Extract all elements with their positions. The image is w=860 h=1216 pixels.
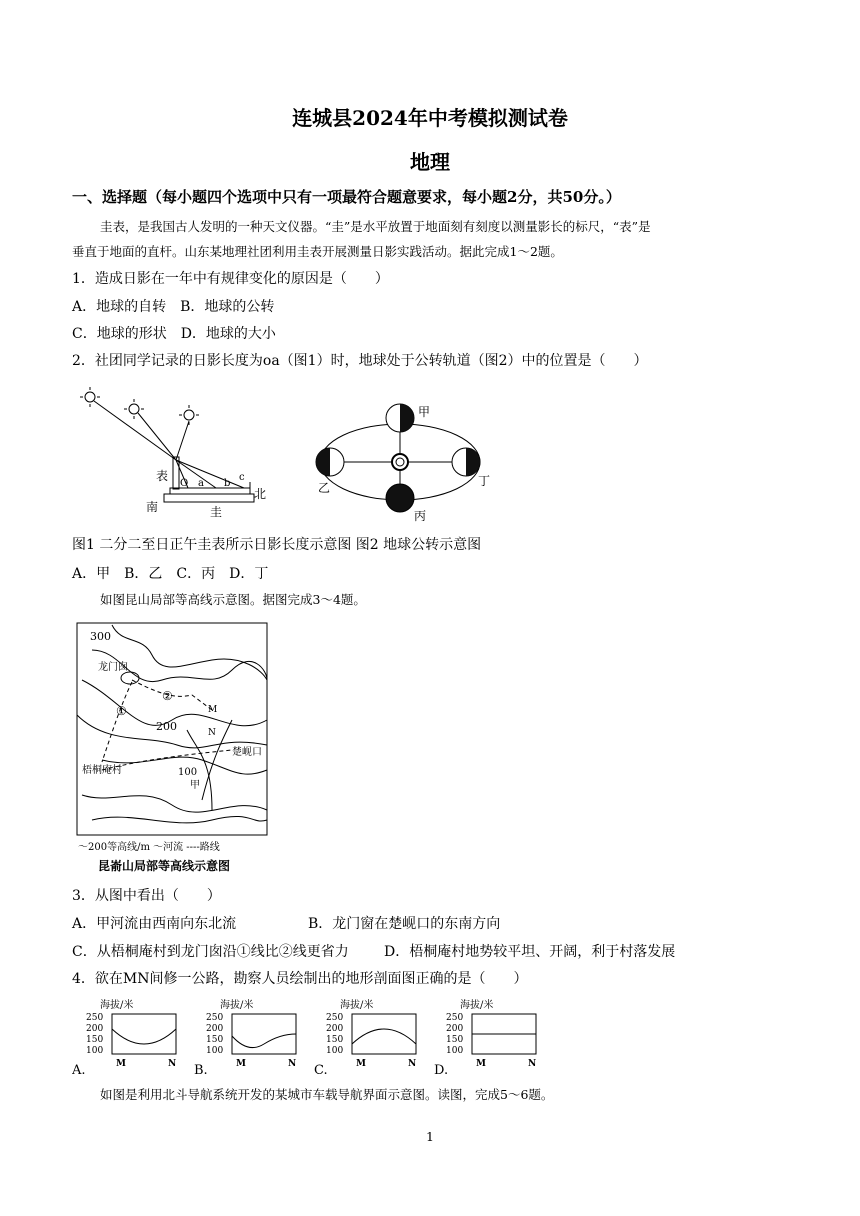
profile-curve	[232, 1034, 296, 1048]
profile-m: M	[356, 1059, 366, 1069]
label-c: c	[239, 472, 245, 483]
label-wutong: 梧桐庵村	[82, 765, 122, 776]
profile-ylabel: 海拔/米	[460, 1000, 494, 1011]
question-stem: 4．欲在MN间修一公路，勘察人员绘制出的地形剖面图正确的是（ ）	[72, 971, 528, 987]
profile-tick: 150	[206, 1035, 224, 1045]
profile-n: N	[168, 1059, 177, 1069]
label-north: 北	[254, 487, 267, 501]
profile-ylabel: 海拔/米	[220, 1000, 254, 1011]
label-chuxian: 楚岘口	[232, 747, 262, 758]
profile-tick: 150	[326, 1035, 344, 1045]
label-gui: 圭	[210, 505, 223, 519]
option-a: A．甲河流由西南向东北流	[72, 916, 237, 932]
profile-tick: 250	[206, 1013, 224, 1023]
label-longmen: 龙门囱	[98, 662, 128, 673]
profile-tick: 100	[326, 1046, 344, 1056]
profile-n: N	[408, 1059, 417, 1069]
profile-n: N	[288, 1059, 297, 1069]
option-line: C．地球的形状 D．地球的大小	[72, 326, 276, 342]
label-p1: ①	[116, 704, 127, 718]
profile-ylabel: 海拔/米	[100, 1000, 134, 1011]
profile-tick: 200	[86, 1024, 104, 1034]
question-stem: 2．社团同学记录的日影长度为oa（图1）时，地球处于公转轨道（图2）中的位置是（ ）	[72, 353, 648, 369]
profile-tick: 100	[86, 1046, 104, 1056]
label-300: 300	[90, 630, 111, 643]
label-a: a	[198, 478, 204, 489]
profile-tick: 200	[326, 1024, 344, 1034]
label-n: N	[208, 728, 216, 738]
page-number: 1	[426, 1129, 434, 1144]
label-ding: 丁	[478, 474, 491, 488]
profile-tick: 200	[446, 1024, 464, 1034]
profile-tick: 200	[206, 1024, 224, 1034]
profile-tick: 150	[86, 1035, 104, 1045]
map-caption: 昆嵛山局部等高线示意图	[98, 859, 231, 873]
label-jia: 甲	[418, 405, 431, 419]
label-p2: ②	[162, 689, 173, 703]
profile-tick: 100	[446, 1046, 464, 1056]
profile-tick: 150	[446, 1035, 464, 1045]
label-b: b	[224, 478, 231, 489]
profile-option-label: C.	[314, 1063, 328, 1078]
profile-m: M	[116, 1059, 126, 1069]
profile-n: N	[528, 1059, 537, 1069]
profile-option-label: D.	[434, 1063, 449, 1078]
label-m: M	[208, 705, 218, 715]
profile-m: M	[476, 1059, 486, 1069]
option-d: D．梧桐庵村地势较平坦、开阔，利于村落发展	[384, 944, 676, 960]
profile-tick: 250	[446, 1013, 464, 1023]
profile-option-label: A.	[72, 1063, 86, 1078]
section-heading: 一、选择题（每小题四个选项中只有一项最符合题意要求，每小题2分，共50分。）	[72, 188, 621, 206]
figure-captions: 图1 二分二至日正午圭表所示日影长度示意图 图2 地球公转示意图	[72, 537, 482, 553]
profile-tick: 250	[326, 1013, 344, 1023]
label-yi: 乙	[318, 481, 331, 495]
option-c: C．从梧桐庵村到龙门囱沿①线比②线更省力	[72, 944, 349, 960]
question-stem: 1．造成日影在一年中有规律变化的原因是（ ）	[72, 271, 389, 287]
option-b: B．龙门窗在楚岘口的东南方向	[308, 916, 501, 932]
label-jia-river: 甲	[190, 780, 200, 791]
orbit-figure	[310, 390, 500, 525]
intro-line: 如图是利用北斗导航系统开发的某城市车载导航界面示意图。读图，完成5～6题。	[100, 1087, 554, 1102]
label-200: 200	[156, 720, 177, 733]
profile-tick: 100	[206, 1046, 224, 1056]
page-title: 连城县2024年中考模拟测试卷	[292, 106, 568, 130]
label-o: O	[180, 478, 189, 489]
profile-m: M	[236, 1059, 246, 1069]
profile-option-label: B.	[194, 1063, 208, 1078]
profile-tick: 250	[86, 1013, 104, 1023]
option-line: A．地球的自转 B．地球的公转	[72, 299, 275, 315]
subject-title: 地理	[410, 150, 450, 174]
intro-line: 垂直于地面的直杆。山东某地理社团利用圭表开展测量日影实践活动。据此完成1～2题。	[72, 244, 563, 259]
contour-map	[72, 620, 272, 875]
intro-line: 圭表，是我国古人发明的一种天文仪器。“圭”是水平放置于地面刻有刻度以测量影长的标尺，“表”是	[100, 219, 651, 234]
option-line: A．甲 B．乙 C．丙 D．丁	[72, 566, 269, 582]
map-legend: ～200等高线/m ～河流 ----路线	[78, 842, 220, 853]
label-100: 100	[178, 767, 198, 778]
profile-curve	[112, 1029, 176, 1044]
profile-charts	[72, 998, 632, 1078]
label-biao: 表	[156, 469, 169, 483]
profile-ylabel: 海拔/米	[340, 1000, 374, 1011]
profile-curve	[352, 1029, 416, 1044]
label-bing: 丙	[414, 509, 427, 523]
question-stem: 3．从图中看出（ ）	[72, 888, 221, 904]
intro-line: 如图昆山局部等高线示意图。据图完成3～4题。	[100, 592, 366, 607]
gnomon-figure	[76, 385, 286, 525]
label-south: 南	[146, 500, 159, 514]
